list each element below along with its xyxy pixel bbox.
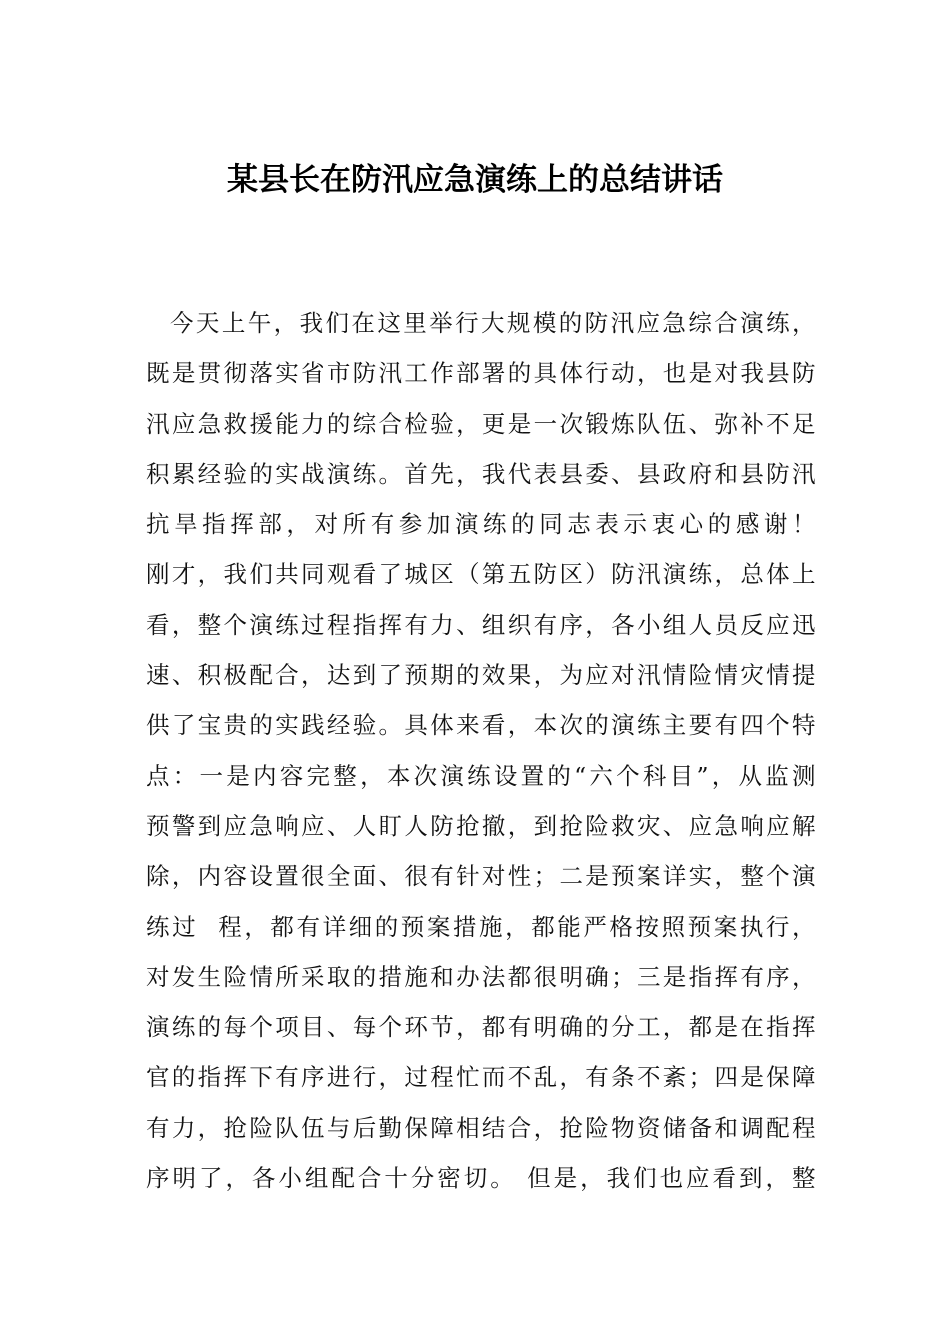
text-line: 有力，抢险队伍与后勤保障相结合，抢险物资储备和调配程 (146, 1113, 816, 1142)
text-line: 预警到应急响应、人盯人防抢撤，到抢险救灾、应急响应解 (146, 811, 816, 840)
text-line: 汛应急救援能力的综合检验，更是一次锻炼队伍、弥补不足 (146, 409, 816, 438)
text-line: 抗旱指挥部，对所有参加演练的同志表示衷心的感谢！ (146, 510, 816, 539)
text-line: 看，整个演练过程指挥有力、组织有序，各小组人员反应迅 (146, 610, 816, 639)
text-line: 演练的每个项目、每个环节，都有明确的分工，都是在指挥 (146, 1013, 816, 1042)
text-line: 既是贯彻落实省市防汛工作部署的具体行动，也是对我县防 (146, 359, 816, 388)
text-line: 对发生险情所采取的措施和办法都很明确；三是指挥有序， (146, 962, 816, 991)
text-line: 积累经验的实战演练。首先，我代表县委、县政府和县防汛 (146, 459, 816, 488)
text-line: 练过 程，都有详细的预案措施，都能严格按照预案执行， (146, 912, 816, 941)
text-line: 除，内容设置很全面、很有针对性；二是预案详实，整个演 (146, 862, 816, 891)
document-title: 某县长在防汛应急演练上的总结讲话 (227, 162, 723, 198)
text-line: 速、积极配合，达到了预期的效果，为应对汛情险情灾情提 (146, 661, 816, 690)
text-line: 刚才，我们共同观看了城区（第五防区）防汛演练，总体上 (146, 560, 816, 589)
text-line: 序明了，各小组配合十分密切。 但是，我们也应看到，整 (146, 1164, 816, 1193)
text-line: 供了宝贵的实践经验。具体来看，本次的演练主要有四个特 (146, 711, 816, 740)
text-line: 官的指挥下有序进行，过程忙而不乱，有条不紊；四是保障 (146, 1063, 816, 1092)
text-line: 点：一是内容完整，本次演练设置的“六个科目”，从监测 (146, 761, 816, 790)
text-line: 今天上午，我们在这里举行大规模的防汛应急综合演练， (170, 309, 816, 337)
document-body (146, 298, 816, 1203)
